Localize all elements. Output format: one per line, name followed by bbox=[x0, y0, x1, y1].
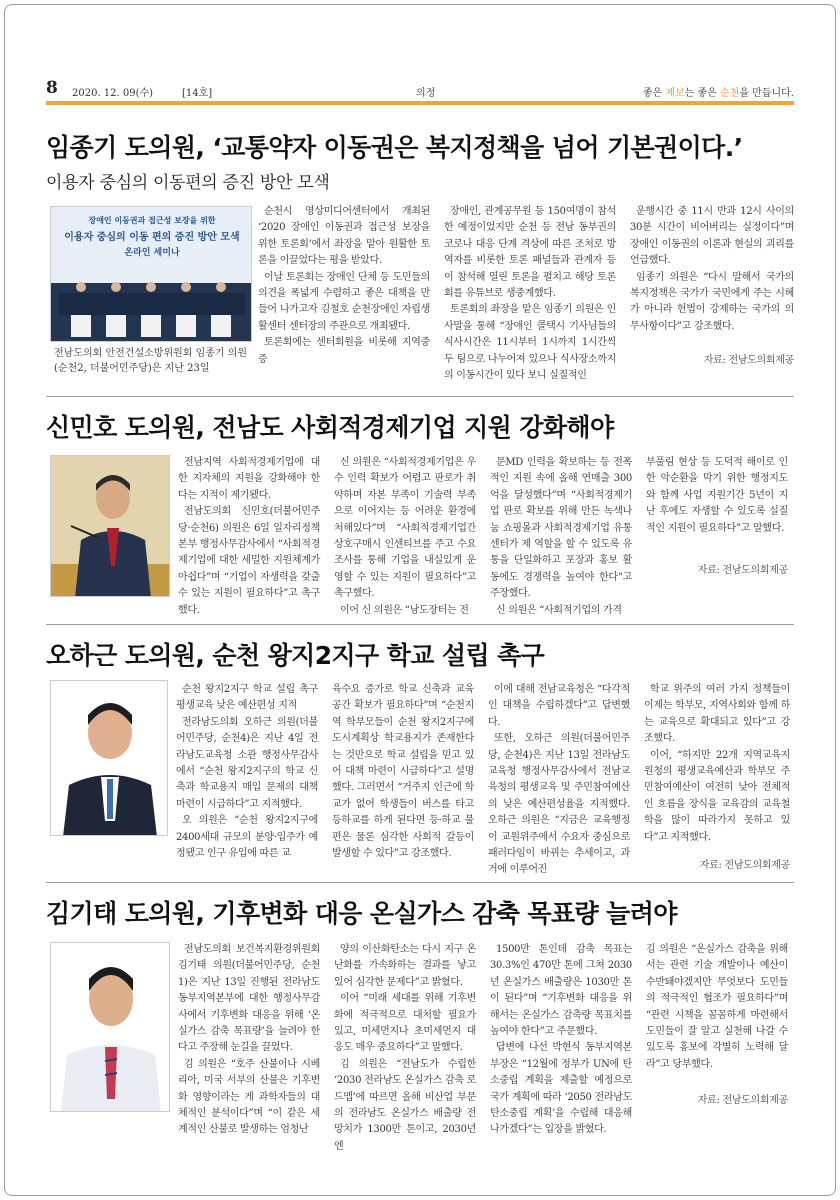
article-4-col-1: 전남도의회 보건복지환경위원회 김기태 의원(더불어민주당, 순천1)은 지난 13일 진행된 전라남도 동부지역본부에 대한 행정사무감사에서 기후변화 대응을 위해 ‘온실가스 감축 목표량’을 늘려야 한다고 주장해 눈길을 끌었다. 김 의원은 “호주 산불이나 시베리아, 미국 서부의 산불은 기후변화 영향이라는 게 과학자들의 대체적인 분석이다”며 “이 같은 세계적인 산불로 발생하는 엄청난 bbox=[178, 944, 320, 1136]
page-header bbox=[46, 78, 794, 102]
article-1-col-1: 순천시 영상미디어센터에서 개최된 ‘2020 장애인 이동권과 접근성 보장을 위한 토론회’에서 좌장을 맡아 원활한 토론을 이끌었다는 평을 받았다. 이날 토론회는 장애인 단체 등 도민들의 의견을 폭넓게 수렴하고 좋은 대책을 만들어 나가고자 김철호 순천장애인 자립생활센터 센터장의 주관으로 개최됐다. 토론회에는 센터회원을 비롯해 지역중증 bbox=[258, 206, 430, 365]
article-1-columns bbox=[258, 204, 794, 388]
article-4-photo bbox=[50, 942, 170, 1112]
article-3-source: 자료: 전남도의회제공 bbox=[699, 860, 790, 872]
article-4-col-2: 양의 이산화탄소는 다시 지구 온난화를 가속화하는 결과를 낳고 있어 심각한 문제다”고 밝혔다. 이어 “미래 세대를 위해 기후변화에 적극적으로 대처할 필요가 있고, 미세먼지나 초미세먼지 대응도 매우 중요하다”고 말했다. 김 의원은 “전남도가 수립한 ‘2030 전라남도 온실가스 감축 로드맵’에 따르면 올해 비산업 부문의 전라남도 온실가스 배출량 전망치가 1300만 톤이고, 2030년엔 bbox=[334, 944, 476, 1152]
article-2-col-3: 문MD 인력을 확보하는 등 전폭적인 지원 속에 올해 연매출 300억을 달성했다”며 “사회적경제기업 판로 확보를 위해 만든 녹색나눔 쇼핑몰과 사회적경제기업 유통센터가 제 역할을 할 수 있도록 유통을 단일화하고 포장과 홍보 활동에도 경쟁력을 높여야 한다”고 주장했다. 신 의원은 “사회적기업의 가격 bbox=[490, 457, 632, 616]
article-3-photo bbox=[50, 680, 168, 836]
article-4-col-4-text: 김 의원은 “온실가스 감축을 위해서는 관련 기술 개발이나 예산이 수반돼야겠지만 무엇보다 도민들의 적극적인 협조가 필요하다”며 “관련 시책을 꼼꼼하게 마련해서 도민들이 잘 알고 실천해 나갈 수 있도록 홍보에 각별히 노력해 달라”고 당부했다. bbox=[646, 944, 788, 1070]
divider-1 bbox=[46, 396, 794, 397]
article-1-caption: 전남도의회 안전건설소방위원회 임종기 의원(순천2, 더불어민주당)은 지난 23일 bbox=[54, 348, 248, 374]
article-4-source: 자료: 전남도의회제공 bbox=[697, 1095, 788, 1107]
article-3-headline: 오하근 도의원, 순천 왕지2지구 학교 설립 촉구 bbox=[46, 641, 545, 670]
header-rule bbox=[46, 101, 794, 105]
slogan bbox=[643, 84, 794, 99]
article-3 bbox=[46, 636, 794, 672]
article-3-columns bbox=[176, 682, 794, 876]
slogan-highlight-1: 제보 bbox=[665, 88, 685, 99]
article-3-col-3: 이에 대해 전남교육청은 “다각적인 대책을 수립하겠다”고 답변했다. 또한, 오하근 의원(더불어민주당, 순천4)은 지난 13일 전라남도교육청 행정사무감사에서 전남교육청의 평생교육 및 주민참여예산의 낮은 예산편성율을 지적했다. 오하근 의원은 “지금은 교육행정이 교원위주에서 수요자 중심으로 패러다임이 바뀌는 추세이고, 과거에 이루어진 bbox=[488, 684, 630, 876]
article-4-columns bbox=[178, 942, 794, 1158]
article-4-col-4 bbox=[646, 942, 788, 1158]
article-4 bbox=[46, 894, 794, 930]
article-2 bbox=[46, 408, 794, 444]
article-2-col-2: 신 의원은 “사회적경제기업은 우수 인력 확보가 어렵고 판로가 취약하며 자본 부족이 기술력 부족으로 이어지는 등 어려운 환경에 처해있다”며 “사회적경제기업간 상호구매시 인센티브를 주고 수요조사를 통해 기업을 내실있게 운영할 수 있는 지원이 필요하다”고 촉구했다. 이어 신 의원은 “남도장터는 전 bbox=[334, 457, 476, 616]
article-1-source: 자료: 전남도의회제공 bbox=[703, 355, 794, 367]
divider-2 bbox=[46, 624, 794, 625]
article-3-col-1: 순천 왕지2지구 학교 설립 촉구 평생교육 낮은 예산편성 지적 전라남도의회 오하근 의원(더불어민주당, 순천4)은 지난 4일 전라남도교육청 소관 행정사무감사에서 “순천 왕지2지구의 학교 신축과 학교용지 매입 문제의 대책 마련이 시급하다”고 지적했다. 오 의원은 “순천 왕지2지구에 2400세대 규모의 분양·입주가 예정됐고 인구 유입에 따른 교 bbox=[176, 684, 318, 860]
article-2-source: 자료: 전남도의회제공 bbox=[697, 565, 788, 577]
portrait-oh bbox=[51, 681, 168, 836]
seminar-photo bbox=[51, 207, 252, 342]
photo-banner-line-3: 온라인 세미나 bbox=[124, 248, 180, 258]
article-3-col-2: 육수요 증가로 학교 신축과 교육 공간 확보가 필요하다”며 “순천지역 학부모들이 순천 왕지2지구에 도시계획상 학교용지가 존재한다는 것만으로 학교 설립을 믿고 있어 대책 마련이 시급하다”고 설명했다. 그러면서 “거주지 인근에 학교가 없어 학생들이 버스를 타고 등하교를 하게 된다면 등·하교 불편은 물론 심각한 사회적 갈등이 발생할 수 있다”고 강조했다. bbox=[332, 684, 474, 860]
article-4-headline: 김기태 도의원, 기후변화 대응 온실가스 감축 목표량 늘려야 bbox=[46, 899, 677, 928]
article-2-headline: 신민호 도의원, 전남도 사회적경제기업 지원 강화해야 bbox=[46, 413, 614, 442]
issue-date: 2020. 12. 09(수) bbox=[72, 88, 154, 99]
slogan-prefix: 좋은 bbox=[642, 88, 666, 99]
article-2-col-4-text: 부풀림 현상 등 도덕적 해이로 인한 악순환을 막기 위한 행정지도와 함께 사업 지원기간 5년이 지난 후에도 자생할 수 있도록 실질적인 지원이 필요하다”고 말했다. bbox=[646, 457, 788, 534]
portrait-kim bbox=[51, 943, 170, 1112]
issue-number: [14호] bbox=[182, 88, 213, 99]
slogan-highlight-2: 순천 bbox=[720, 88, 740, 99]
article-2-photo bbox=[50, 455, 170, 597]
photo-banner-line-2: 이용자 중심의 이동 편의 증진 방안 모색 bbox=[64, 232, 240, 243]
photo-banner-line-1: 장애인 이동권과 접근성 보장을 위한 bbox=[88, 216, 216, 225]
portrait-shin bbox=[51, 456, 170, 597]
article-1-col-3 bbox=[630, 204, 794, 388]
article-1-col-3-text: 운행시간 중 11시 반과 12시 사이의 30분 시간이 비어버리는 실정이다”며 장애인 이동권의 이론과 현실의 괴리를 언급했다. 임종기 의원은 “다시 말해서 국가의 복지정책은 국가가 국민에게 주는 시혜가 아니라 헌법이 강제하는 국가의 의무사항이다”고 강조했다. bbox=[630, 206, 794, 332]
article-1-headline: 임종기 도의원, ‘교통약자 이동권은 복지정책을 넘어 기본권이다.’ bbox=[46, 133, 743, 162]
article-4-col-3: 1500만 톤인데 감축 목표는 30.3%인 470만 톤에 그쳐 2030년 온실가스 배출량은 1030만 톤이 된다”며 “기후변화 대응을 위해서는 온실가스 감축량 목표치를 높여야 한다”고 주문했다. 답변에 나선 박현식 동부지역본부장은 “12월에 정부가 UN에 탄소중립 계획을 제출할 예정으로 국가 계획에 따라 ‘2050 전라남도 탄소중립 계획’을 수립해 대응해 나가겠다”는 입장을 밝혔다. bbox=[490, 944, 632, 1136]
section-name: 의정 bbox=[416, 88, 436, 99]
article-1-subhead: 이용자 중심의 이동편의 증진 방안 모색 bbox=[46, 173, 330, 193]
article-3-col-4-text: 학교 위주의 여러 가지 정책들이 이제는 학부모, 지역사회와 함께 하는 교육으로 확대되고 있다”고 강조했다. 이어, “하지만 22개 지역교육지원청의 평생교육예산과 학부모 주민참여예산이 여전히 낮아 전체적인 흐름을 장식을 교육감의 교육철학을 많이 따라가지 못하고 있다”고 지적했다. bbox=[644, 684, 790, 843]
article-2-columns bbox=[178, 455, 794, 615]
article-2-col-1: 전남지역 사회적경제기업에 대한 지자체의 지원을 강화해야 한다는 지적이 제기됐다. 전남도의회 신민호(더불어민주당·순천6) 의원은 6일 일자리정책본부 행정사무감사에서 “사회적경제기업에 대한 세밀한 지원체계가 아쉽다”며 “기업이 자생력을 갖출 수 있는 지원이 필요하다”고 촉구했다. bbox=[178, 457, 320, 616]
article-1-photo bbox=[50, 206, 252, 342]
article-2-col-4 bbox=[646, 455, 788, 615]
slogan-mid: 는 좋은 bbox=[684, 88, 720, 99]
slogan-suffix: 을 만듭니다. bbox=[739, 88, 794, 99]
page-number: 8 bbox=[46, 78, 58, 98]
article-3-col-4 bbox=[644, 682, 790, 872]
article-1-col-2: 장애인, 관계공무원 등 150여명이 참석한 예정이었지만 순천 등 전남 동부권의 코로나 대응 단계 격상에 따른 조처로 방역자를 비롯한 토론 패널들과 관계자 등이 참석해 열린 토론을 펼치고 해당 토론회를 유튜브로 생중계했다. 토론회의 좌장을 맡은 임종기 의원은 인사말을 통해 “장애인 콜택시 기사님들의 식사시간은 11시부터 1시까지 1시간씩 두 팀으로 나누어져 있으나 식사장소까지의 이동시간이 있다 보니 실질적인 bbox=[444, 206, 616, 382]
divider-3 bbox=[46, 882, 794, 883]
